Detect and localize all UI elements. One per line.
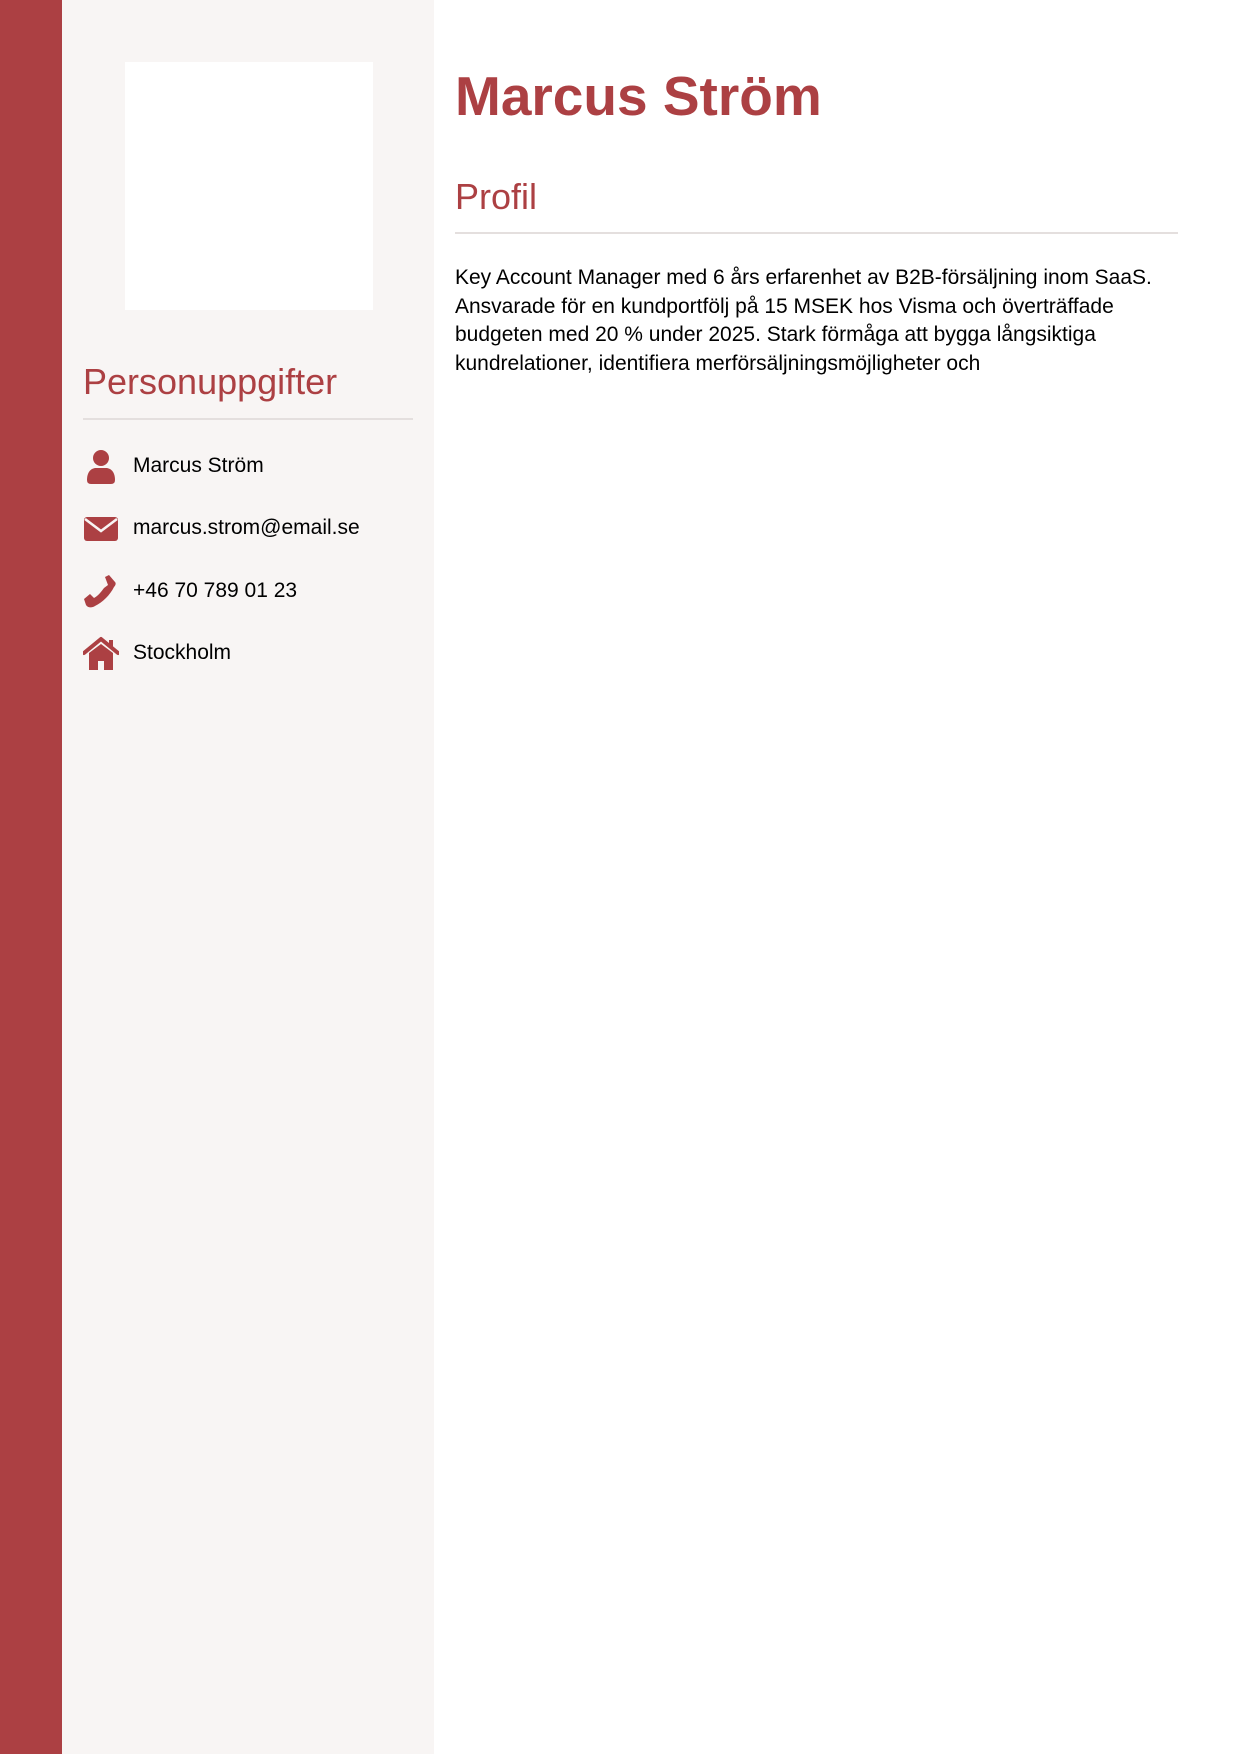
contact-email-text[interactable]: marcus.strom@email.se [133,516,360,539]
contact-location-text: Stockholm [133,641,232,664]
person-icon [83,448,119,484]
sidebar-divider [83,418,413,420]
envelope-icon [83,510,119,546]
contact-phone-text[interactable]: +46 70 789 01 23 [133,579,298,602]
contact-name [83,446,423,486]
profile-divider [455,232,1178,234]
contact-email[interactable] [83,508,423,548]
home-icon [83,635,119,671]
sidebar [62,0,434,1754]
profile-text: Key Account Manager med 6 års erfarenhet av B2B-försäljning inom SaaS. Ansvarade för en kundportfölj på 15 MSEK hos Visma och överträffade budgeten med 20 % under 2025. Stark förmåga att bygga långsiktiga kundrelationer, identifiera merförsäljningsmöjligheter och [455,266,1152,376]
main-content [455,0,1179,1754]
name-title: Marcus Ström [455,65,822,127]
personal-details-heading: Personuppgifter [83,361,338,402]
profile-heading: Profil [455,176,538,217]
phone-icon [83,573,119,609]
accent-bar [0,0,62,1754]
contact-name-text: Marcus Ström [133,454,264,477]
profile-photo [125,62,373,310]
contact-phone[interactable] [83,571,423,611]
contact-location [83,633,423,673]
